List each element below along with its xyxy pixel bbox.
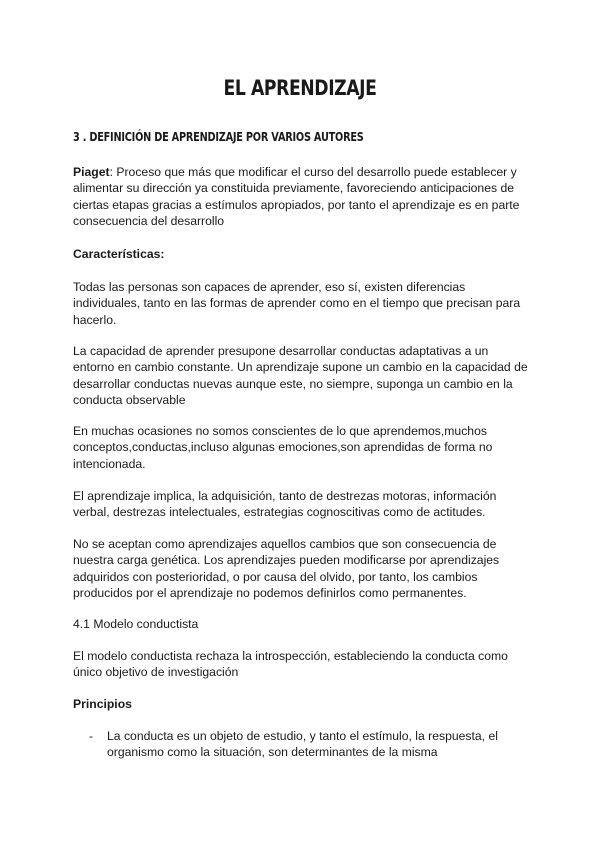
paragraph-5: No se aceptan como aprendizajes aquellos cambios que son consecuencia de nuestra carga genética. Los aprendizajes pueden modificarse por aprendizajes adquiridos con posterioridad, o por causa del olvido, por tanto, los cambios producidos por el aprendizaje no podemos definirlos como permanentes. xyxy=(73,537,500,600)
principios-heading: Principios xyxy=(73,697,132,711)
section-heading: 3 . DEFINICIÓN DE APRENDIZAJE POR VARIOS AUTORES xyxy=(73,129,364,144)
conductista-text: El modelo conductista rechaza la introspección, estableciendo la conducta como único objetivo de investigación xyxy=(73,649,508,680)
subsection-heading: 4.1 Modelo conductista xyxy=(73,617,199,631)
piaget-author: Piaget xyxy=(73,165,110,179)
paragraph-3: En muchas ocasiones no somos conscientes de lo que aprendemos,muchos conceptos,conductas,incluso algunas emociones,son aprendidas de forma no intencionada. xyxy=(73,424,493,471)
paragraph-2: La capacidad de aprender presupone desarrollar conductas adaptativas a un entorno en cambio constante. Un aprendizaje supone un cambio en la capacidad de desarrollar conductas nuevas aunque este, no siempre, suponga un cambio en la conducta observable xyxy=(73,344,528,407)
paragraph-1: Todas las personas son capaces de aprender, eso sí, existen diferencias individuales, tanto en las formas de aprender como en el tiempo que precisan para hacerlo. xyxy=(73,280,521,327)
list-bullet: - xyxy=(89,729,94,743)
list-item: La conducta es un objeto de estudio, y tanto el estímulo, la respuesta, el organismo como la situación, son determinantes de la misma xyxy=(107,729,498,760)
paragraph-4: El aprendizaje implica, la adquisición, tanto de destrezas motoras, información verbal, destrezas intelectuales, estrategias cognoscitivas como de actitudes. xyxy=(73,489,497,520)
page-title: EL APRENDIZAJE xyxy=(223,76,377,100)
caracteristicas-heading: Características: xyxy=(73,247,165,261)
piaget-text: : Proceso que más que modificar el curso del desarrollo puede establecer y alimentar su dirección ya constituida previamente, favoreciendo anticipaciones de ciertas etapas gracias a estímulos apropiados, por tanto el aprendizaje es en parte consecuencia del desarrollo xyxy=(73,165,520,228)
piaget-definition xyxy=(73,164,529,229)
